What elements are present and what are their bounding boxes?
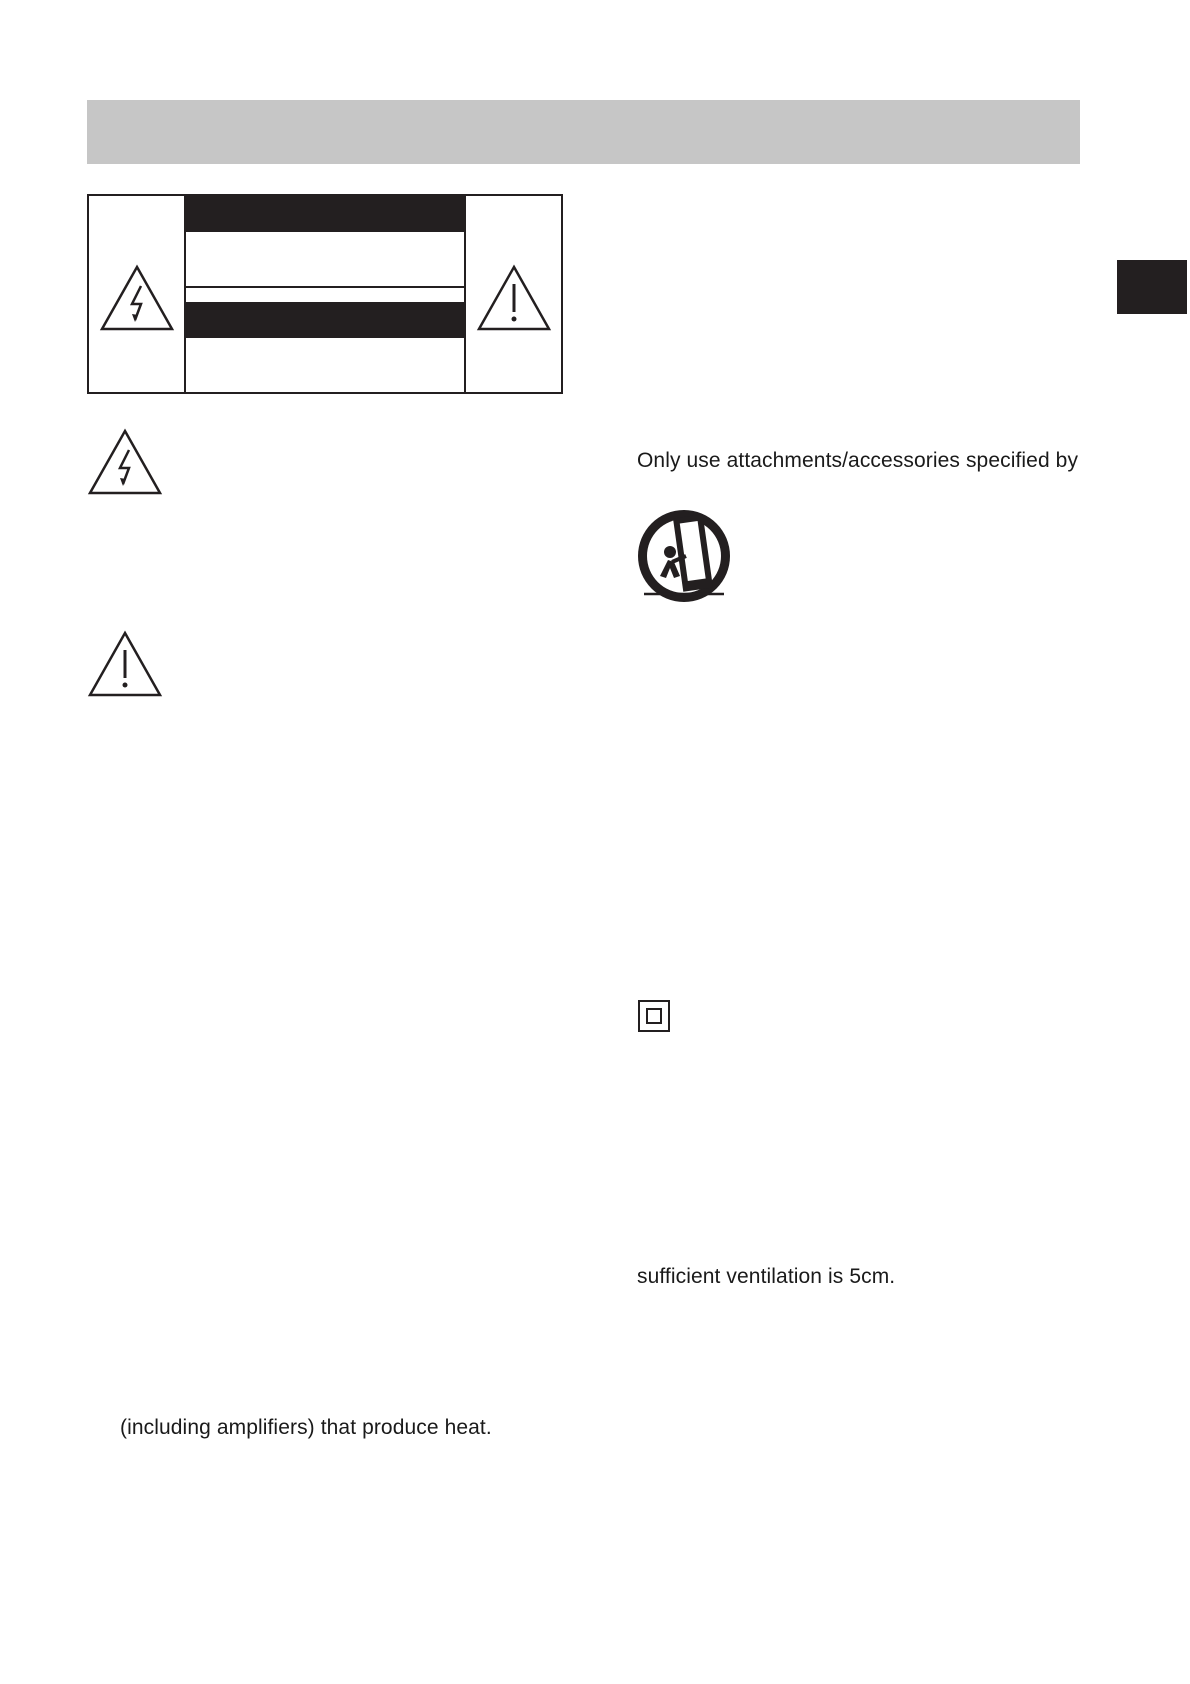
heat-sources-text: (including amplifiers) that produce heat. xyxy=(120,1416,492,1439)
cart-tip-over-warning-icon xyxy=(632,504,736,608)
lightning-triangle-icon xyxy=(99,264,175,332)
double-insulation-icon xyxy=(638,1000,670,1032)
warning-panel-title-bar xyxy=(186,196,464,232)
warning-panel-subtitle-bar xyxy=(186,302,464,338)
warning-panel-right-cell xyxy=(464,196,561,392)
exclamation-triangle-icon xyxy=(87,630,163,698)
section-header-band xyxy=(87,100,1080,164)
caution-warning-panel xyxy=(87,194,563,394)
ventilation-text: sufficient ventilation is 5cm. xyxy=(637,1265,896,1288)
warning-panel-left-cell xyxy=(89,196,186,392)
warning-panel-divider xyxy=(186,286,464,288)
language-side-tab xyxy=(1117,260,1187,314)
accessories-text: Only use attachments/accessories specified by xyxy=(637,449,1079,472)
exclamation-triangle-icon xyxy=(476,264,552,332)
lightning-triangle-icon xyxy=(87,428,163,496)
